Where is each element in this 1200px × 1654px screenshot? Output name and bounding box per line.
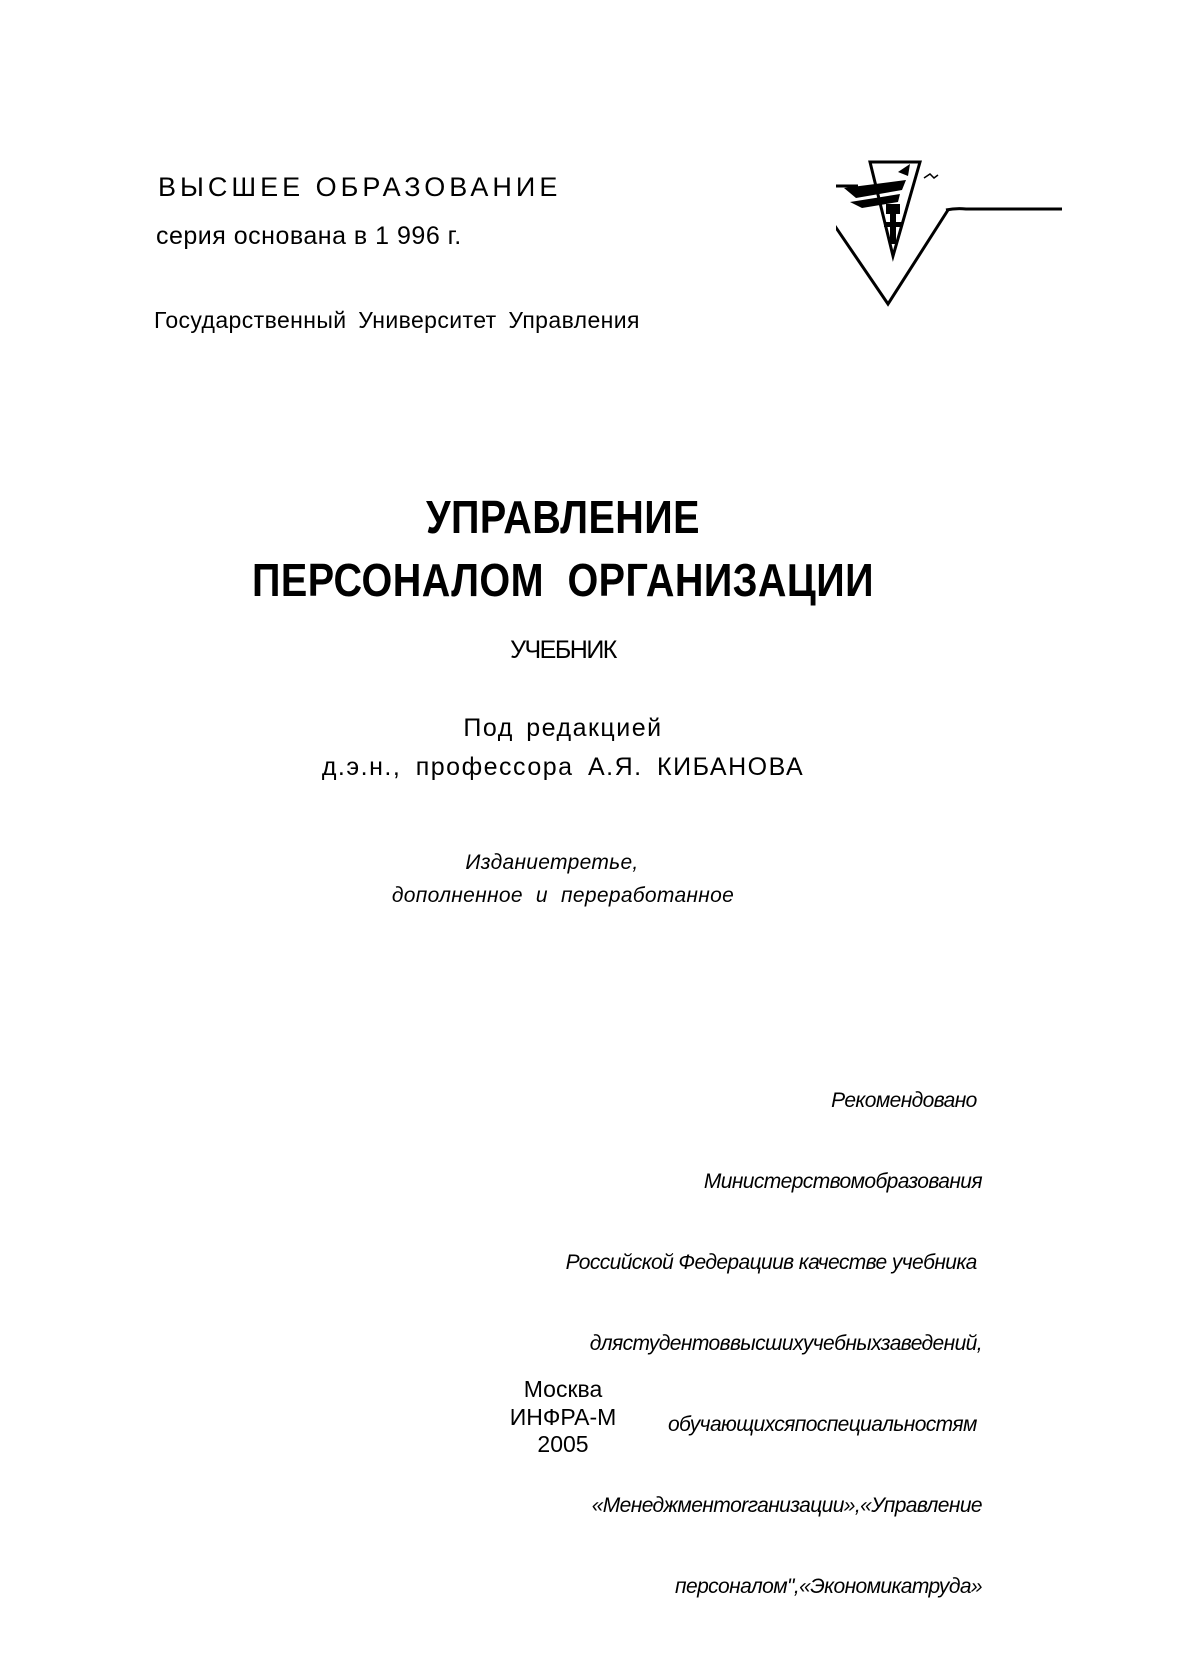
recommendation-line: обучающихсяпоспециальностям [667, 1413, 982, 1436]
editor-line-2: д.э.н., профессора А.Я. КИБАНОВА [321, 753, 805, 781]
recommendation-line: длястудентоввысшихучебныхзаведений, [589, 1332, 982, 1355]
recommendation-block [566, 1033, 982, 1654]
recommendation-line: Рекомендовано [831, 1089, 982, 1112]
book-title-line-1: УПРАВЛЕНИЕ [426, 491, 700, 543]
series-founded: серия основана в 1 996 г. [156, 222, 462, 250]
edition-line-1: Изданиетретье, [465, 851, 639, 874]
imprint-year: 2005 [537, 1431, 589, 1457]
recommendation-line: «Менеджментorганизации»,«Управление [591, 1494, 982, 1517]
editor-line-1: Под редакцией [463, 714, 663, 742]
university-name: Государственный Университет Управления [154, 307, 640, 333]
series-title: ВЫСШЕЕ ОБРАЗОВАНИЕ [158, 172, 562, 202]
imprint-city: Москва [523, 1376, 603, 1402]
book-type: УЧЕБНИК [510, 636, 616, 664]
recommendation-line: Российской Федерациив качестве учебника [565, 1251, 982, 1274]
book-title-line-2: ПЕРСОНАЛОМ ОРГАНИЗАЦИИ [252, 554, 874, 606]
imprint-publisher: ИНФРА-М [509, 1404, 617, 1430]
recommendation-line: Министерствомобразования [703, 1170, 982, 1193]
recommendation-line: персоналом",«Экономикатруда» [675, 1575, 982, 1598]
publisher-emblem-icon [836, 158, 1096, 318]
edition-line-2: дополненное и переработанное [391, 884, 735, 907]
